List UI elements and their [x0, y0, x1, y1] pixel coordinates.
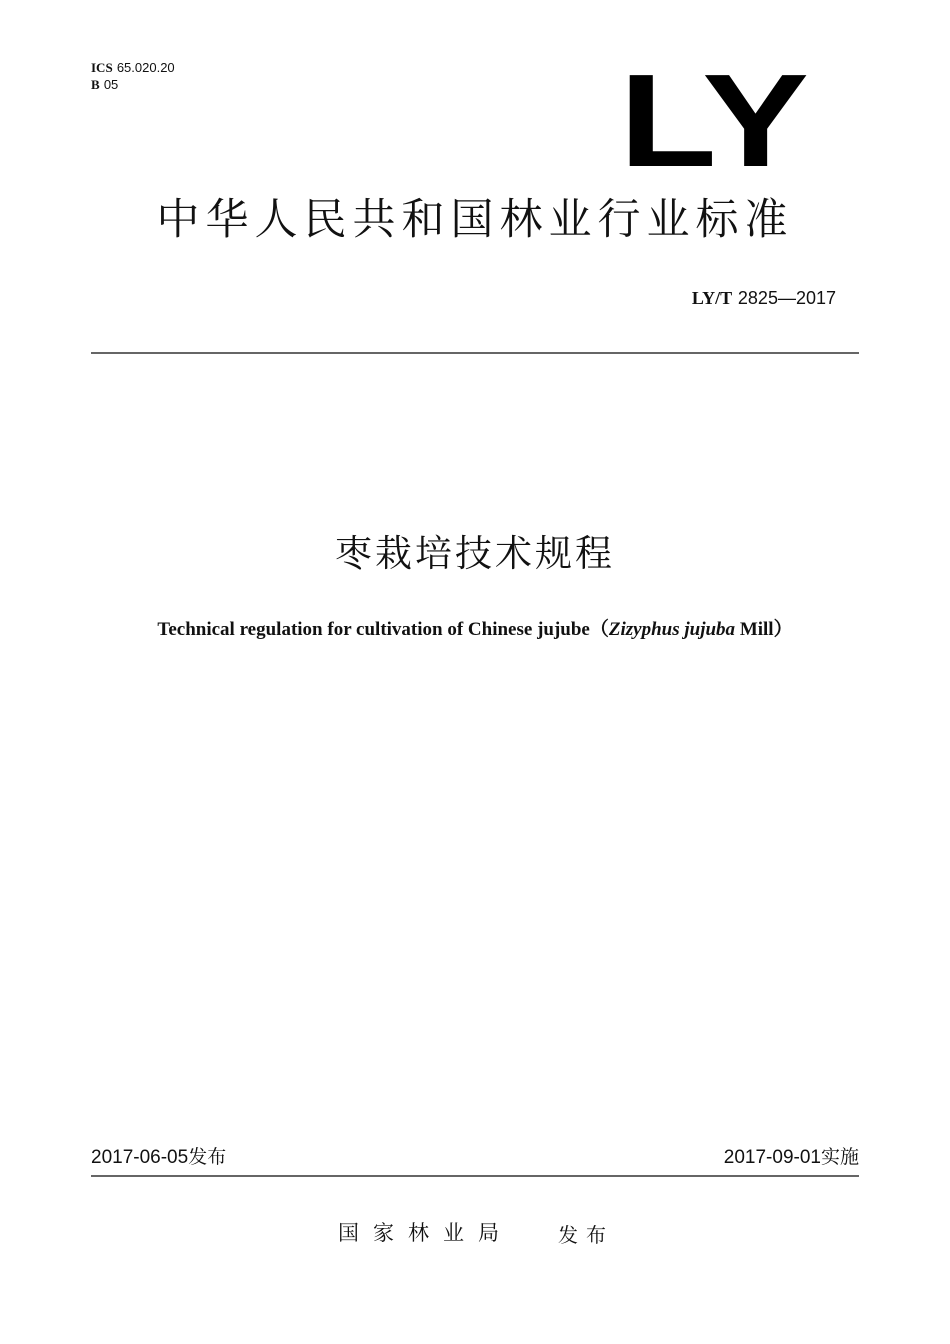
ly-logo — [612, 56, 816, 176]
top-divider — [91, 352, 859, 354]
classification-codes — [91, 60, 175, 94]
ly-logo-text: LY — [619, 56, 809, 176]
issuing-authority: 国家林业局 — [338, 1221, 513, 1245]
english-title-start: Technical regulation for cultivation of Chinese jujube（ — [157, 619, 609, 640]
effective-date-label: 实施 — [820, 1146, 859, 1168]
ics-value: 65.020.20 — [116, 60, 175, 75]
ics-line — [91, 60, 175, 77]
english-title-end: Mill） — [739, 619, 793, 640]
issue-date — [91, 1144, 226, 1171]
chinese-title: 枣栽培技术规程 — [335, 532, 615, 575]
ics-label: ICS — [91, 60, 113, 75]
bottom-divider — [91, 1175, 859, 1177]
issue-date-value: 2017-06-05 — [91, 1147, 189, 1168]
english-title-genus: Zizyphus — [608, 619, 680, 640]
class-label: B — [91, 77, 100, 92]
issuing-action: 发布 — [558, 1223, 614, 1247]
standard-prefix: LY/T — [691, 288, 733, 308]
standard-code: 2825—2017 — [737, 288, 836, 308]
effective-date — [724, 1144, 859, 1171]
english-title-species: jujuba — [684, 619, 736, 640]
standard-number — [692, 286, 836, 311]
effective-date-value: 2017-09-01 — [723, 1147, 821, 1168]
national-standard-title: 中华人民共和国林业行业标准 — [156, 195, 794, 245]
english-title — [0, 617, 950, 643]
class-line — [91, 77, 175, 94]
class-value: 05 — [103, 77, 119, 92]
issue-date-label: 发布 — [188, 1146, 227, 1168]
